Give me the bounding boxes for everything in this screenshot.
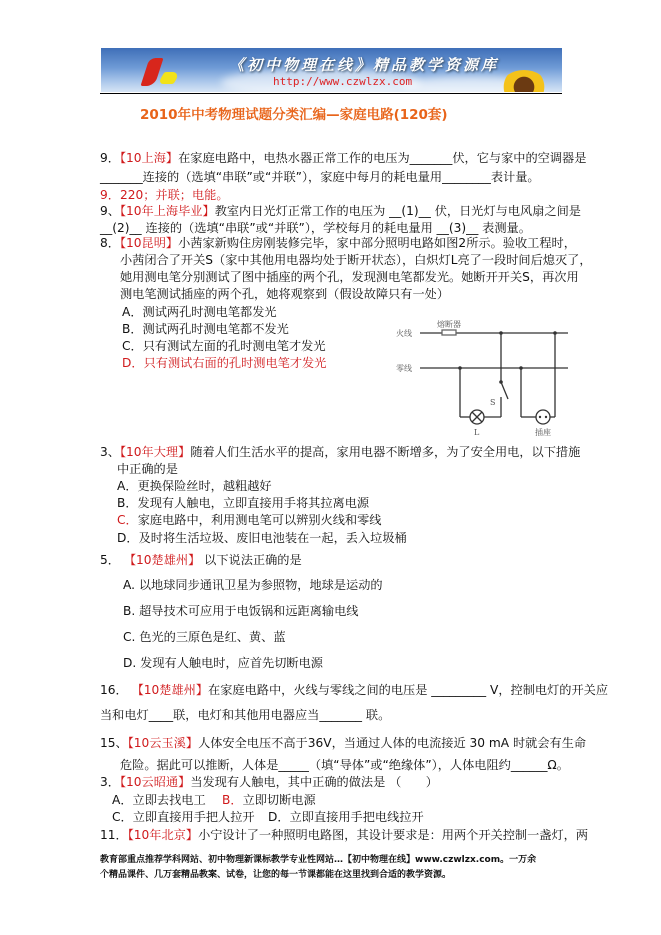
text-segment: _______连接的（选填“串联”或“并联”），家庭中每月的耗电量用________表计量。 bbox=[100, 170, 540, 184]
lamp-label: L bbox=[474, 428, 480, 437]
text-segment: 在家庭电路中，电热水器正常工作的电压为_______伏，它与家中的空调器是 bbox=[178, 151, 587, 165]
text-segment: B. 超导技术可应用于电饭锅和远距离输电线 bbox=[123, 604, 359, 618]
text-segment: 测电笔测试插座的两个孔，她将观察到（假设故障只有一处） bbox=[120, 287, 450, 301]
text-segment: 以下说法正确的是 bbox=[200, 553, 302, 567]
text-segment: 立即切断电源 bbox=[242, 793, 316, 807]
text-segment: 5． bbox=[100, 553, 124, 567]
source-tag: 【10上海】 bbox=[119, 151, 179, 165]
text-segment: A．测试两孔时测电笔都发光 bbox=[122, 305, 277, 319]
source-tag: 【10楚雄州】 bbox=[123, 553, 201, 567]
source-tag: 9．220；并联；电能。 bbox=[100, 188, 229, 202]
text-segment: 小茜闭合了开关S（家中其他用电器均处于断开状态），白炽灯L亮了一段时间后熄灭了， bbox=[120, 253, 592, 267]
text-segment: 人体安全电压不高于36V，当通过人体的电流接近 30 mA 时就会有生命 bbox=[198, 736, 587, 750]
text-segment: C．立即直接用手把人拉开 bbox=[112, 810, 255, 824]
footer-line: 教育部重点推荐学科网站、初中物理新课标教学专业性网站…【初中物理在线】www.czwlzx.com。一万余 bbox=[100, 855, 537, 865]
text-segment: B．测试两孔时测电笔都不发光 bbox=[122, 322, 289, 336]
text-segment: A. 以地球同步通讯卫星为参照物，地球是运动的 bbox=[123, 578, 383, 592]
source-tag: 【10昆明】 bbox=[119, 236, 179, 250]
source-tag: 【10年北京】 bbox=[127, 828, 199, 842]
text-segment: C. 色光的三原色是红、黄、蓝 bbox=[123, 630, 286, 644]
neutral-wire-label: 零线 bbox=[396, 364, 412, 373]
text-segment: 当发现有人触电，其中正确的做法是 （ ） bbox=[190, 775, 438, 789]
text-segment: 小宁设计了一种照明电路图，其设计要求是：用两个开关控制一盏灯，两 bbox=[198, 828, 589, 842]
source-tag: B． bbox=[222, 793, 243, 807]
source-tag: 【10年上海毕业】 bbox=[119, 204, 215, 218]
text-segment: 危险。据此可以推断，人体是_____（填“导体”或“绝缘体”），人体电阻约______Ω。 bbox=[120, 758, 569, 772]
text-segment: D．及时将生活垃圾、废旧电池装在一起，丢入垃圾桶 bbox=[117, 531, 407, 545]
live-wire-label: 火线 bbox=[396, 329, 412, 338]
text-segment: D. 发现有人触电时，应首先切断电源 bbox=[123, 656, 323, 670]
source-tag: C． bbox=[117, 513, 138, 527]
text-segment: 中正确的是 bbox=[117, 462, 178, 476]
text-segment: 16． bbox=[100, 683, 132, 697]
banner-url[interactable]: http://www.czwlzx.com bbox=[273, 75, 413, 88]
text-segment: 当和电灯____联，电灯和其他用电器应当_______ 联。 bbox=[100, 708, 391, 722]
document-title: 2010年中考物理试题分类汇编—家庭电路(120套) bbox=[140, 107, 448, 123]
text-segment: B．发现有人触电，立即直接用手将其拉离电源 bbox=[117, 496, 370, 510]
text-segment: 3、 bbox=[100, 445, 120, 459]
text-segment: A．立即去找电工 bbox=[112, 793, 206, 807]
text-segment: C．只有测试左面的孔时测电笔才发光 bbox=[122, 339, 326, 353]
text-segment: 小茜家新购住房刚装修完毕，家中部分照明电路如图2所示。验收工程时， bbox=[178, 236, 576, 250]
text-segment: 她用测电笔分别测试了图中插座的两个孔，发现测电笔都发光。她断开开关S，再次用 bbox=[120, 270, 579, 284]
banner-title: 《初中物理在线》精品教学资源库 bbox=[229, 56, 500, 74]
source-tag: 【10云玉溪】 bbox=[127, 736, 199, 750]
source-tag: 【10年大理】 bbox=[119, 445, 191, 459]
socket-label: 插座 bbox=[535, 428, 551, 437]
text-segment: 8． bbox=[100, 236, 120, 250]
text-segment: __(2)__ 连接的（选填“串联”或“并联”），学校每月的耗电量用 __(3)__ 表测量。 bbox=[100, 221, 531, 235]
text-segment: A．更换保险丝时，越粗越好 bbox=[117, 479, 272, 493]
text-segment: 3． bbox=[100, 775, 120, 789]
footer-line: 个精品课件、几万套精品教案、试卷，让您的每一节课都能在这里找到合适的教学资源。 bbox=[100, 870, 452, 880]
text-segment: 家庭电路中，利用测电笔可以辨别火线和零线 bbox=[137, 513, 382, 527]
source-tag: 【10云昭通】 bbox=[119, 775, 191, 789]
fuse-label: 熔断器 bbox=[437, 320, 461, 329]
text-segment: 15、 bbox=[100, 736, 128, 750]
text-segment: 随着人们生活水平的提高，家用电器不断增多，为了安全用电，以下措施 bbox=[190, 445, 581, 459]
text-segment: 11． bbox=[100, 828, 128, 842]
switch-label: S bbox=[490, 398, 496, 407]
text-segment: D．立即直接用手把电线拉开 bbox=[268, 810, 424, 824]
text-segment: 9、 bbox=[100, 204, 120, 218]
text-segment: 9． bbox=[100, 151, 120, 165]
text-segment: 在家庭电路中，火线与零线之间的电压是 _________ V，控制电灯的开关应 bbox=[208, 683, 609, 697]
text-segment: 教室内日光灯正常工作的电压为 __(1)__ 伏，日光灯与电风扇之间是 bbox=[214, 204, 581, 218]
source-tag: D．只有测试右面的孔时测电笔才发光 bbox=[122, 356, 327, 370]
source-tag: 【10楚雄州】 bbox=[131, 683, 209, 697]
